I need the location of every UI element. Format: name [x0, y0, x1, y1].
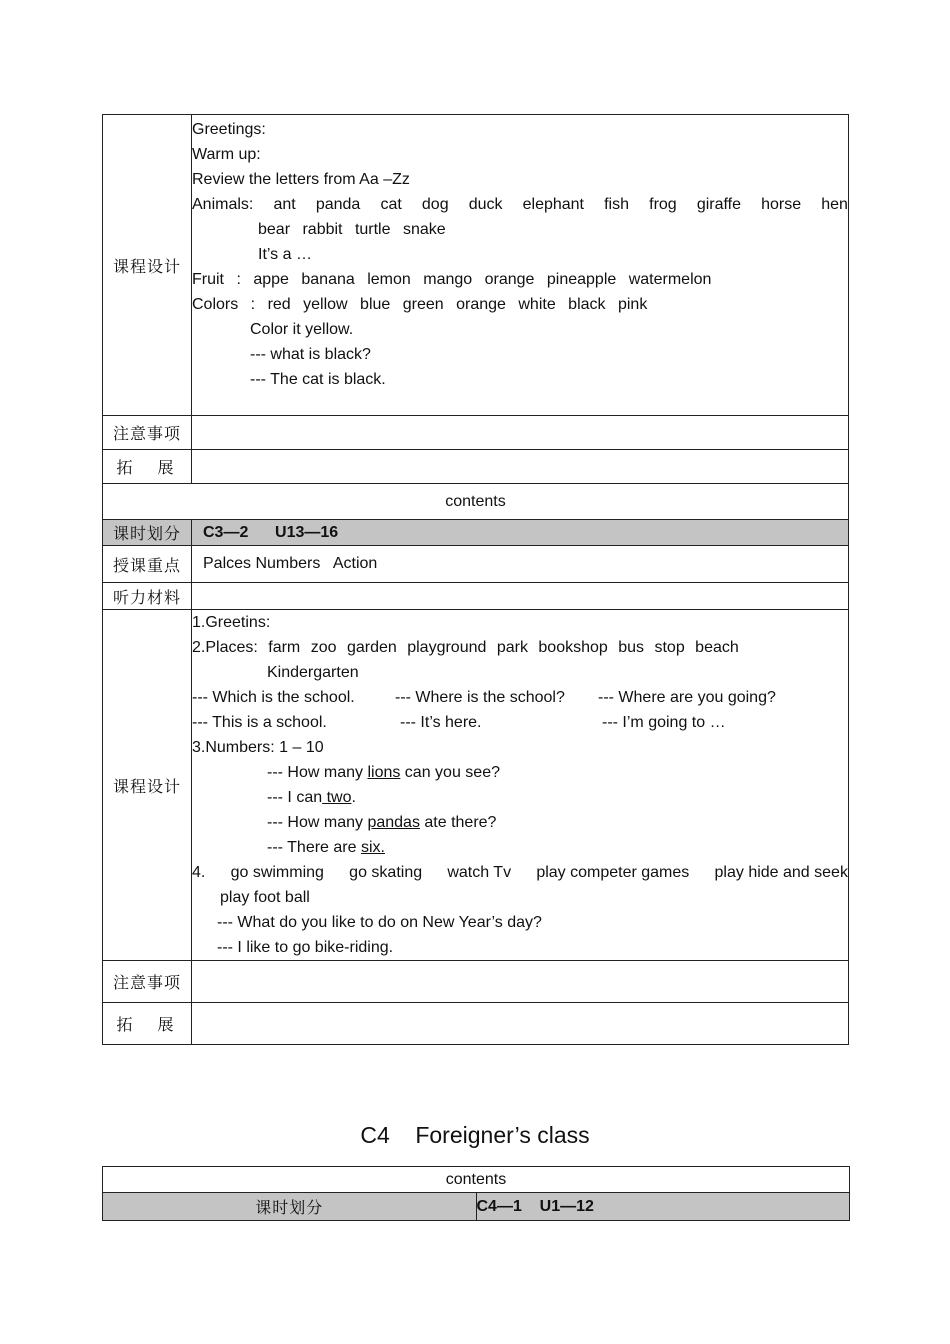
- numbers-line: 3.Numbers: 1 – 10: [192, 739, 324, 756]
- answer-1: --- This is a school.: [192, 714, 327, 731]
- activity: go skating: [349, 864, 423, 881]
- color-it-line: Color it yellow.: [250, 321, 354, 338]
- underlined-word: lions: [367, 764, 401, 781]
- notes2-label: 注意事项: [103, 961, 192, 1003]
- bike-riding-line: --- I like to go bike-riding.: [217, 939, 394, 956]
- period-row-2: [103, 1193, 850, 1221]
- focus-label: 授课重点: [103, 546, 192, 583]
- extend-content: [192, 450, 849, 484]
- warmup-line: Warm up:: [192, 146, 261, 163]
- animal-word: giraffe: [696, 196, 741, 213]
- contents-label: contents: [103, 484, 849, 520]
- question-2: --- Where is the school?: [395, 689, 565, 706]
- greetings-line: Greetings:: [192, 121, 266, 138]
- underlined-word: pandas: [367, 814, 420, 831]
- animal-word: horse: [761, 196, 802, 213]
- period-label-2: 课时划分: [103, 1193, 477, 1221]
- design2-content: [192, 610, 849, 961]
- animal-word: frog: [649, 196, 677, 213]
- activity: go swimming: [230, 864, 324, 881]
- period-row: [103, 520, 849, 546]
- question-line: [192, 685, 848, 710]
- animals-line: [192, 192, 848, 217]
- activity: watch Tv: [447, 864, 512, 881]
- period-label: 课时划分: [103, 520, 192, 546]
- animal-word: duck: [468, 196, 503, 213]
- animals-line-2: bear rabbit turtle snake: [258, 221, 446, 238]
- activity: play competer games: [536, 864, 690, 881]
- new-year-question-line: --- What do you like to do on New Year’s day?: [217, 914, 542, 931]
- its-a-line: It’s a …: [258, 246, 312, 263]
- animal-word: elephant: [522, 196, 584, 213]
- animal-word: cat: [380, 196, 402, 213]
- notes-row: [103, 416, 849, 450]
- text: can you see?: [400, 764, 500, 781]
- text: --- How many: [267, 764, 368, 781]
- places-line: 2.Places: farm zoo garden playground park bookshop bus stop beach: [192, 639, 739, 656]
- animal-word: ant: [273, 196, 296, 213]
- football-line: play foot ball: [220, 889, 310, 906]
- answer-3: --- I’m going to …: [602, 714, 726, 731]
- underlined-word: two: [322, 789, 352, 806]
- listening-row: [103, 583, 849, 610]
- animal-word: dog: [421, 196, 449, 213]
- listening-label: 听力材料: [103, 583, 192, 610]
- extend-label: 拓 展: [103, 450, 192, 484]
- activity: play hide and seek: [714, 864, 848, 881]
- focus-value: Palces Numbers Action: [192, 546, 849, 583]
- answer-2: --- It’s here.: [400, 714, 482, 731]
- fruit-line: Fruit : appe banana lemon mango orange pineapple watermelon: [192, 271, 712, 288]
- text: .: [351, 789, 356, 806]
- kindergarten-line: Kindergarten: [267, 664, 359, 681]
- animal-word: hen: [821, 196, 848, 213]
- colors-line: Colors : red yellow blue green orange white black pink: [192, 296, 648, 313]
- extend2-content: [192, 1003, 849, 1045]
- extend-row: [103, 450, 849, 484]
- design2-label: 课程设计: [103, 610, 192, 961]
- notes2-content: [192, 961, 849, 1003]
- question-3: --- Where are you going?: [598, 689, 776, 706]
- there-are-six-line: [192, 835, 848, 860]
- underlined-word: six.: [360, 839, 385, 856]
- design-content: [192, 115, 849, 416]
- i-can-two-line: [192, 785, 848, 810]
- lesson-table-c3: [102, 114, 849, 1045]
- focus-row: [103, 546, 849, 583]
- text: --- How many: [267, 814, 368, 831]
- text: --- I can: [267, 789, 323, 806]
- contents-label-2: contents: [103, 1167, 850, 1193]
- activities-line: [192, 860, 848, 885]
- animal-word: panda: [315, 196, 361, 213]
- extend2-row: [103, 1003, 849, 1045]
- extend2-label: 拓 展: [103, 1003, 192, 1045]
- period-value-2: C4—1 U1—12: [476, 1193, 850, 1221]
- how-many-lions-line: [192, 760, 848, 785]
- animals-prefix: Animals:: [192, 196, 254, 213]
- notes2-row: [103, 961, 849, 1003]
- animal-word: fish: [604, 196, 630, 213]
- answer-line: [192, 710, 848, 735]
- design-label: 课程设计: [103, 115, 192, 416]
- section-title: C4 Foreigner’s class: [360, 1122, 590, 1148]
- how-many-pandas-line: [192, 810, 848, 835]
- text: --- There are: [267, 839, 361, 856]
- lesson-table-c4: [102, 1166, 850, 1221]
- contents-row: [103, 484, 849, 520]
- greetins-line: 1.Greetins:: [192, 614, 271, 631]
- listening-content: [192, 583, 849, 610]
- design2-row: [103, 610, 849, 961]
- design-row: [103, 115, 849, 416]
- cat-is-black-line: --- The cat is black.: [250, 371, 386, 388]
- question-1: --- Which is the school.: [192, 689, 355, 706]
- period-value: C3—2 U13—16: [192, 520, 849, 546]
- contents-row-2: [103, 1167, 850, 1193]
- text: ate there?: [419, 814, 497, 831]
- activity-number: 4.: [192, 864, 206, 881]
- notes-content: [192, 416, 849, 450]
- what-is-black-line: --- what is black?: [250, 346, 371, 363]
- notes-label: 注意事项: [103, 416, 192, 450]
- review-line: Review the letters from Aa –Zz: [192, 171, 410, 188]
